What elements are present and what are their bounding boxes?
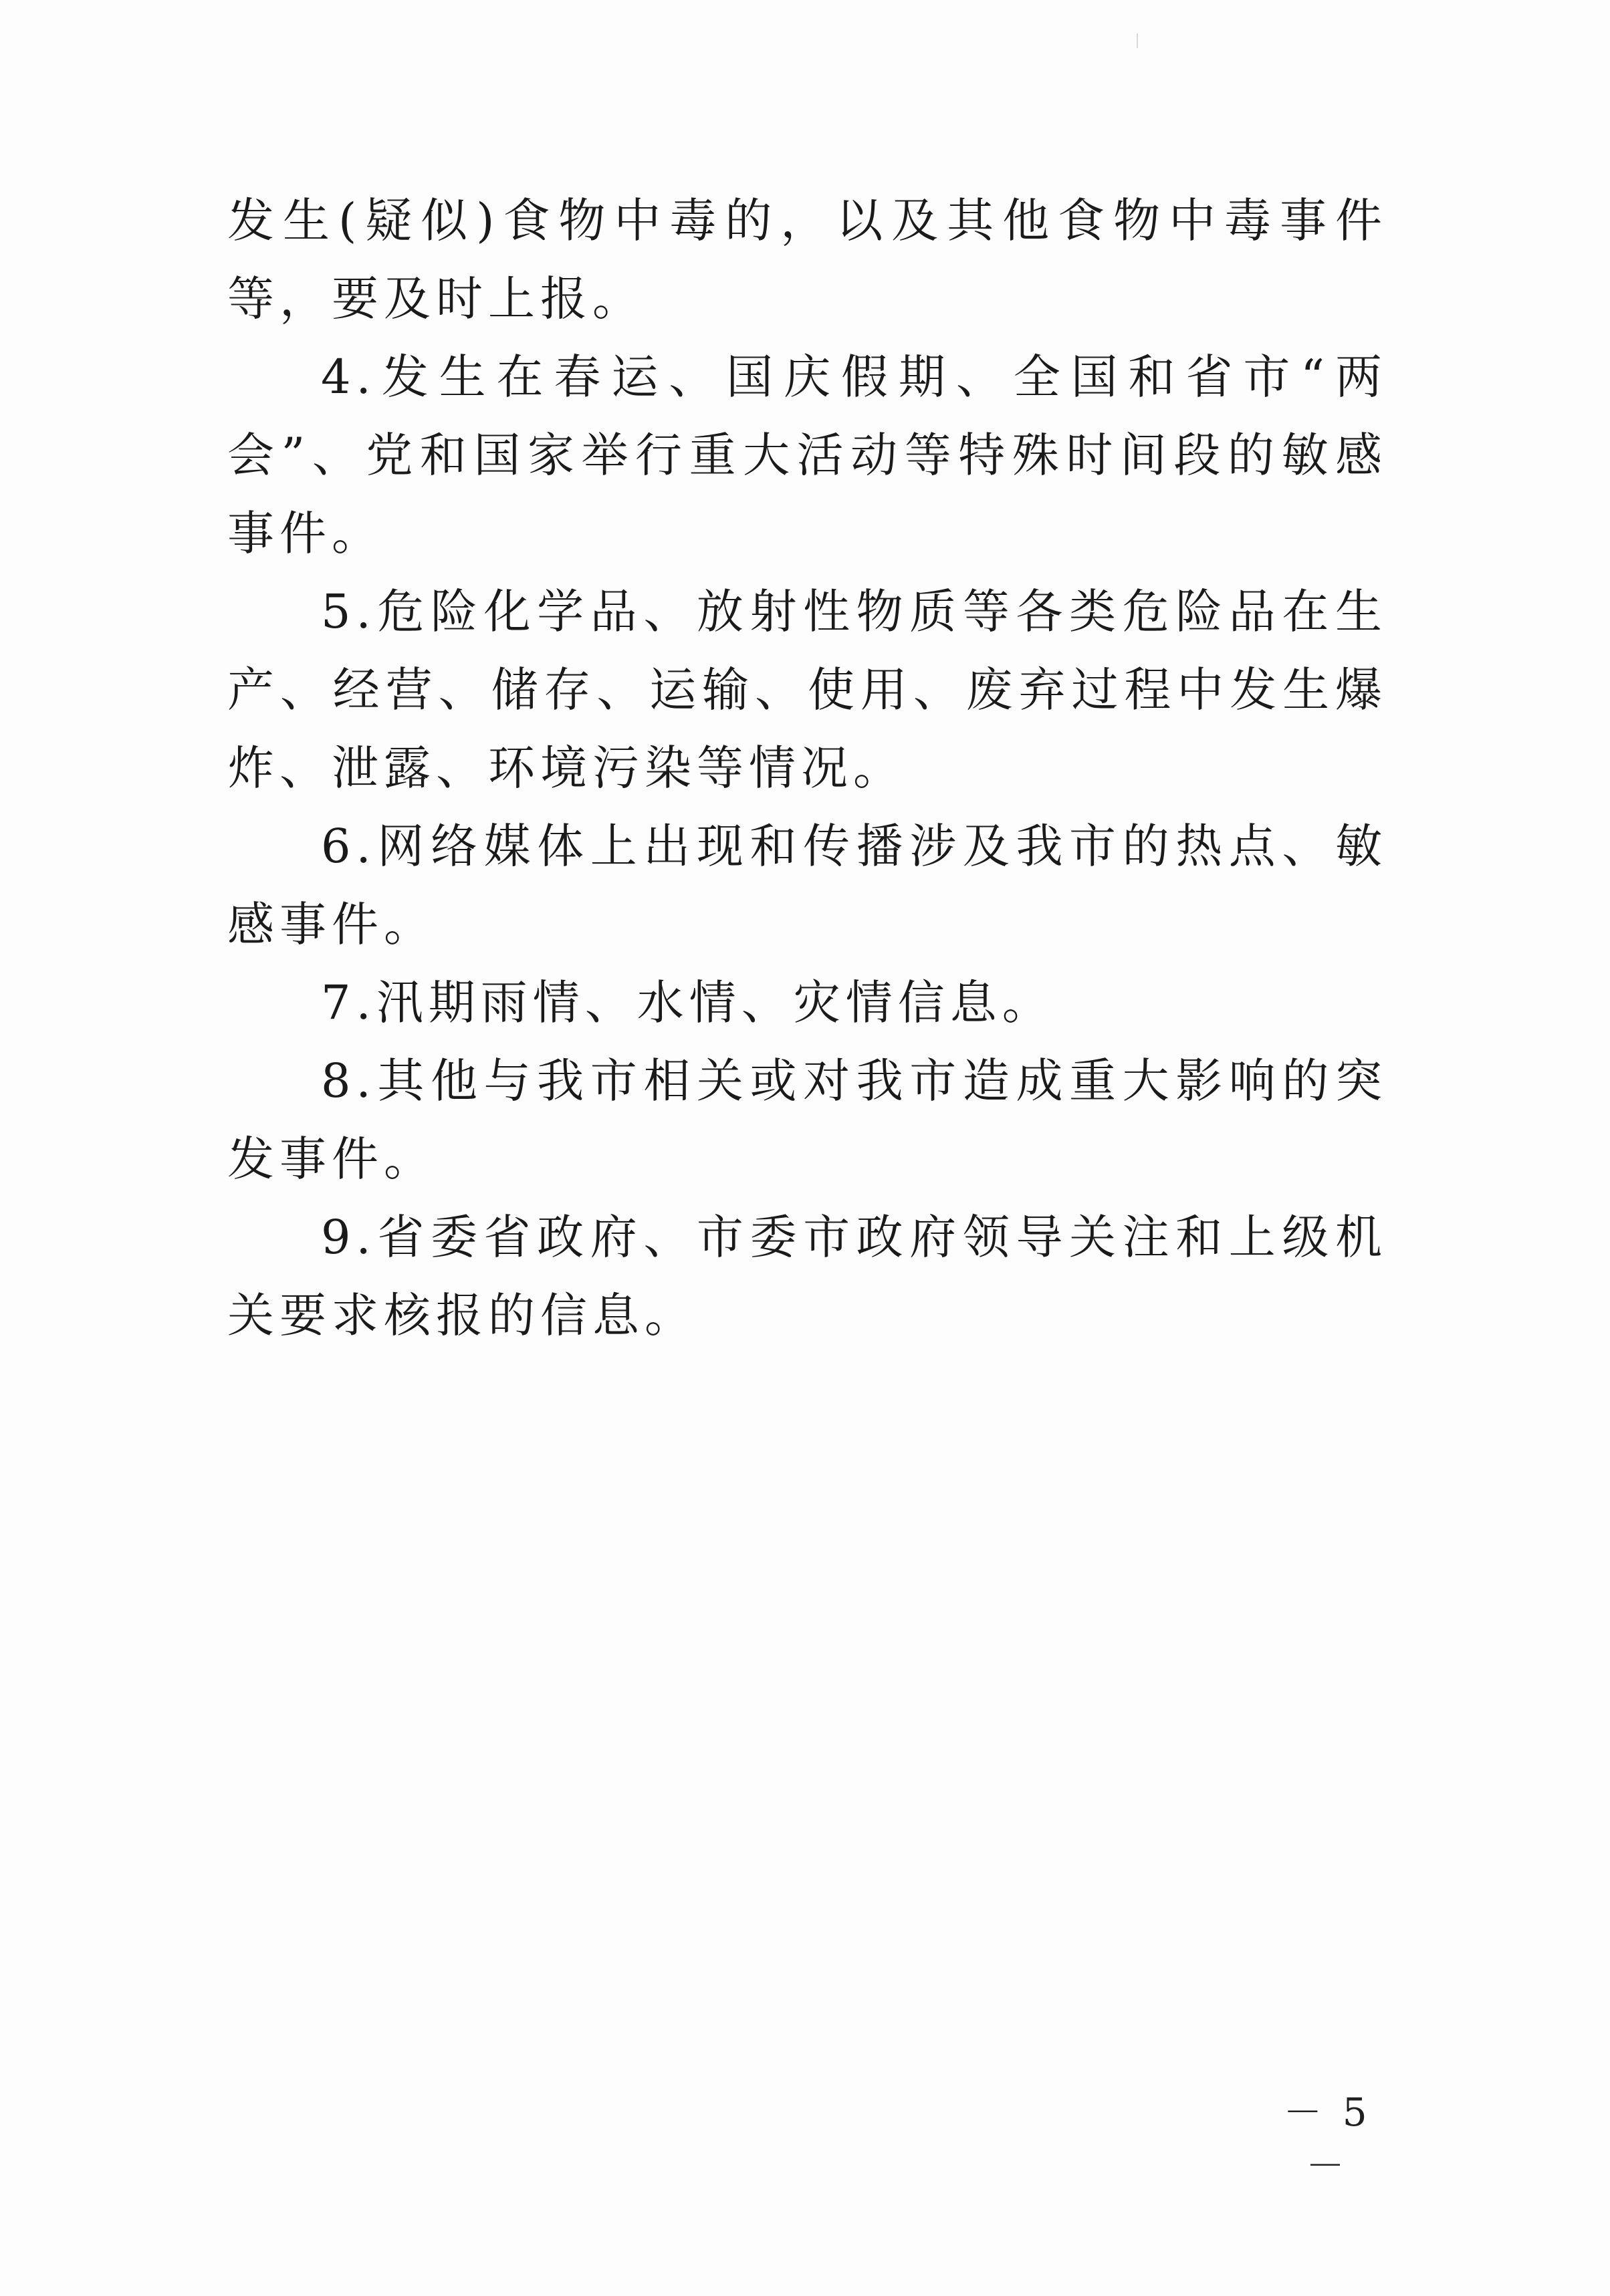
document-body <box>227 182 1387 1355</box>
paragraph-item-6: 6.网络媒体上出现和传播涉及我市的热点、敏感事件。 <box>227 819 1387 952</box>
paragraph-continuation: 发生(疑似)食物中毒的，以及其他食物中毒事件等，要及时上报。 <box>227 193 1387 326</box>
page-number: － 5 － <box>1283 2089 1371 2188</box>
paragraph-item-9: 9.省委省政府、市委市政府领导关注和上级机关要求核报的信息。 <box>227 1210 1387 1343</box>
paragraph-item-4: 4.发生在春运、国庆假期、全国和省市“两会”、党和国家举行重大活动等特殊时间段的敏感事件。 <box>227 350 1387 561</box>
paragraph-item-5: 5.危险化学品、放射性物质等各类危险品在生产、经营、储存、运输、使用、废弃过程中发生爆炸、泄露、环境污染等情况。 <box>227 584 1387 795</box>
scan-artifact <box>1137 33 1138 48</box>
paragraph-item-8: 8.其他与我市相关或对我市造成重大影响的突发事件。 <box>227 1053 1387 1186</box>
paragraph-item-7: 7.汛期雨情、水情、灾情信息。 <box>321 975 1054 1030</box>
